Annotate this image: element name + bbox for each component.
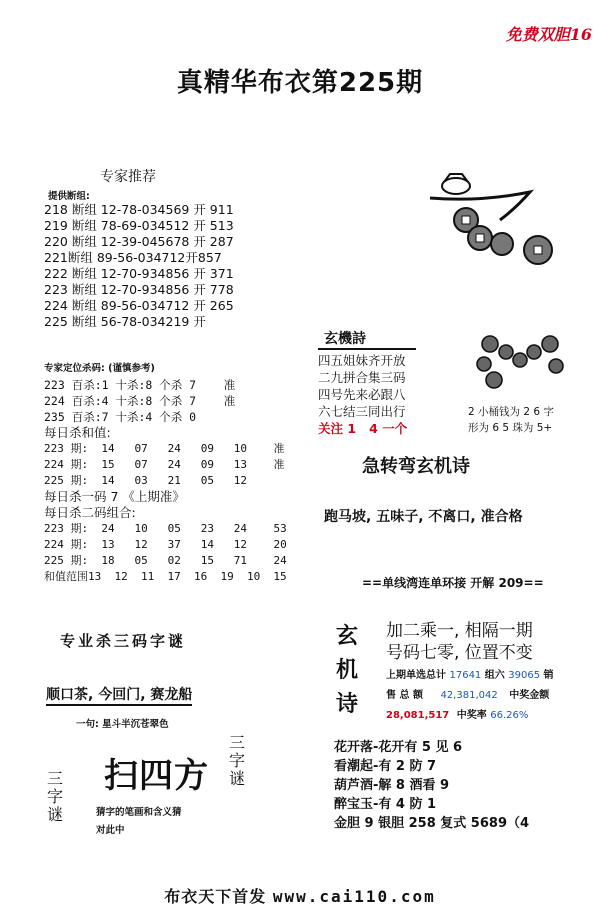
sum-heading: 每日杀和值: — [44, 425, 111, 440]
flower-line: 看潮起-有 2 防 7 — [334, 759, 437, 774]
sales-label: 售 总 额 — [386, 690, 423, 701]
footer-text: 布衣天下首发 — [164, 887, 273, 906]
stats-prefix: 上期单选总计 — [386, 670, 450, 681]
prize-value: 28,081,517 — [386, 710, 450, 721]
xuanji-side-label: 玄 机 诗 — [335, 624, 358, 717]
coins-illustration — [420, 168, 570, 278]
sum-row: 223 期: 14 07 24 09 10 准 — [44, 442, 285, 455]
single-line: ==单线湾连单环接 开解 209== — [362, 576, 544, 590]
teapot-icon — [442, 174, 470, 194]
riddle-note: 对此中 — [96, 825, 125, 836]
footer — [0, 884, 600, 907]
riddle-note: 猜字的笔画和含义猜 — [96, 807, 182, 818]
flower-line: 花开落-花开有 5 见 6 — [334, 740, 463, 755]
string-icon — [430, 192, 530, 220]
two-heading: 每日杀二码组合: — [44, 505, 136, 520]
riddle-right-vert: 三 字 谜 — [228, 733, 245, 788]
kill-row: 224 百杀:4 十杀:8 个杀 7 准 — [44, 394, 236, 408]
mystic-poem — [318, 328, 426, 437]
sales-value: 42,381,042 — [440, 690, 498, 701]
expert-section — [44, 166, 294, 330]
right-note-line: 形为 6 5 珠为 5+ — [468, 422, 553, 434]
expert-row: 219 断组 78-69-034512 开 513 — [44, 218, 234, 233]
sales-line — [386, 688, 598, 704]
two-row: 224 期: 13 12 37 14 12 20 — [44, 538, 287, 551]
xuanji-poem — [386, 620, 598, 724]
expert-heading: 专家推荐 — [100, 169, 156, 185]
flower-line: 葫芦酒-解 8 酒看 9 — [334, 778, 450, 793]
expert-row: 220 断组 12-39-045678 开 287 — [44, 234, 234, 249]
page-title: 真精华布衣第225期 — [176, 68, 424, 98]
expert-row: 223 断组 12-70-934856 开 778 — [44, 282, 234, 297]
corner-label: 免费双胆16 — [505, 25, 592, 44]
poem-focus: 关注 1 4 一个 — [318, 421, 408, 436]
flower-line: 醉宝玉-有 4 防 1 — [334, 797, 437, 812]
two-row: 225 期: 18 05 02 15 71 24 — [44, 554, 287, 567]
rate-value: 66.26% — [490, 710, 529, 721]
jizhuan-text: 跑马坡, 五味子, 不离口, 准合格 — [324, 509, 523, 525]
xuanji-line: 加二乘一, 相隔一期 — [386, 621, 533, 641]
sum-row: 225 期: 14 03 21 05 12 — [44, 474, 248, 487]
right-note-line: 2 小桶钱为 2 6 字 — [468, 406, 554, 418]
stats-total: 17641 — [449, 670, 482, 681]
two-row: 223 期: 24 10 05 23 24 53 — [44, 522, 287, 535]
footer-url[interactable]: www.cai110.com — [272, 887, 436, 906]
prize-label: 中奖金额 — [509, 690, 550, 701]
jizhuan-heading: 急转弯玄机诗 — [362, 456, 470, 477]
sum-row: 224 期: 15 07 24 09 13 准 — [44, 458, 285, 471]
flower-line: 金胆 9 银胆 258 复式 5689（4 — [334, 816, 530, 831]
stats-six: 39065 — [508, 670, 541, 681]
expert-row: 221断组 89-56-034712开857 — [44, 250, 222, 265]
xuanji-side — [330, 620, 364, 722]
expert-row: 225 断组 56-78-034219 开 — [44, 314, 206, 329]
range-row: 和值范围13 12 11 17 16 19 10 15 — [44, 570, 287, 583]
one-code: 每日杀一码 7 《上期准》 — [44, 489, 185, 504]
kill-heading: 专家定位杀码: (谨慎参考) — [44, 363, 155, 374]
expert-row: 222 断组 12-70-934856 开 371 — [44, 266, 234, 281]
three-code-heading: 专业杀三码字谜 — [60, 632, 187, 650]
poem-title: 玄機詩 — [318, 328, 416, 350]
xuanji-line: 号码七零, 位置不变 — [386, 643, 533, 663]
right-note — [468, 404, 588, 436]
expert-row: 218 断组 12-78-034569 开 911 — [44, 202, 234, 217]
three-code-riddle: 顺口茶, 今回门, 赛龙船 — [46, 684, 192, 706]
riddle-left-vert: 三 字 谜 — [46, 769, 63, 824]
kill-row: 223 百杀:1 十杀:8 个杀 7 准 — [44, 378, 236, 392]
flowers-section — [334, 738, 594, 833]
stats-line — [386, 668, 598, 684]
kill-section — [44, 360, 314, 585]
poem-line: 四号先来必跟八 — [318, 387, 406, 402]
expert-sub: 提供断组: — [48, 191, 90, 202]
stats-suffix: 销 — [540, 670, 554, 681]
poem-line: 六七结三同出行 — [318, 404, 406, 419]
expert-row: 224 断组 89-56-034712 开 265 — [44, 298, 234, 313]
kill-row: 235 百杀:7 十杀:4 个杀 0 — [44, 410, 197, 424]
stats-mid: 组六 — [481, 670, 509, 681]
rate-label: 中奖率 — [456, 710, 487, 721]
prize-line — [386, 708, 598, 724]
riddle-big: 扫四方 — [104, 756, 209, 796]
poem-line: 四五姐妹齐开放 — [318, 353, 406, 368]
coin-ring-illustration — [468, 330, 578, 400]
three-code-hint: 一句: 星斗半沉苍翠色 — [76, 719, 169, 730]
poem-line: 二九拼合集三码 — [318, 370, 406, 385]
